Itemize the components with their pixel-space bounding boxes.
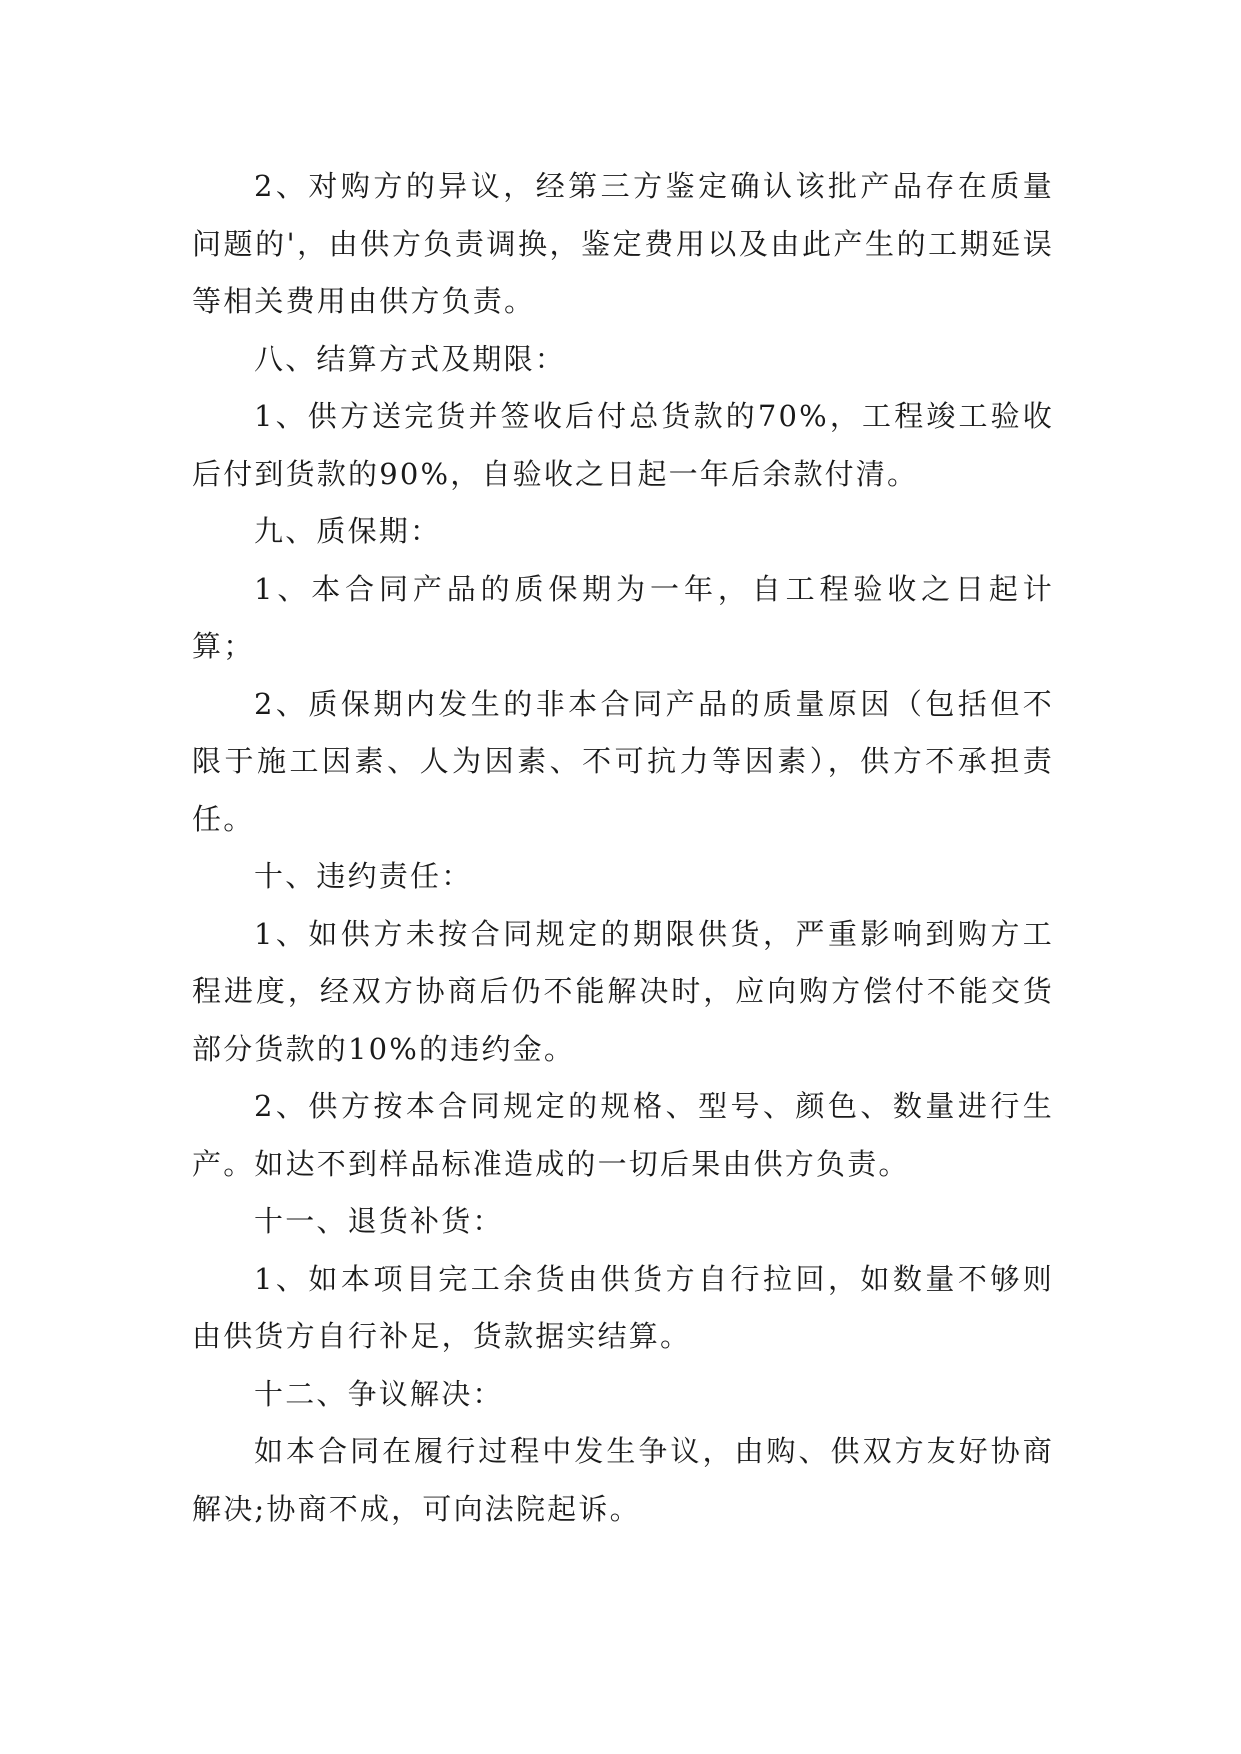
heading-dispute-resolution: 十二、争议解决： <box>254 1376 504 1411</box>
paragraph-warranty-exclusions: 2、质保期内发生的非本合同产品的质量原因（包括但不限于施工因素、人为因素、不可抗力等因素），供方不承担责任。 <box>192 686 1054 836</box>
paragraph-returns-terms: 1、如本项目完工余货由供货方自行拉回，如数量不够则由供货方自行补足，货款据实结算。 <box>192 1261 1054 1353</box>
paragraph-specification-compliance: 2、供方按本合同规定的规格、型号、颜色、数量进行生产。如达不到样品标准造成的一切后果由供方负责。 <box>192 1089 1054 1181</box>
heading-settlement: 八、结算方式及期限： <box>254 341 567 376</box>
paragraph-settlement-terms: 1、供方送完货并签收后付总货款的70%，工程竣工验收后付到货款的90%，自验收之日起一年后余款付清。 <box>192 399 1054 491</box>
document-body <box>192 158 1054 1538</box>
heading-breach: 十、违约责任： <box>254 859 473 893</box>
paragraph-quality-dispute: 2、对购方的异议，经第三方鉴定确认该批产品存在质量问题的'，由供方负责调换，鉴定费用以及由此产生的工期延误等相关费用由供方负责。 <box>192 169 1054 318</box>
heading-returns: 十一、退货补货： <box>254 1204 504 1238</box>
paragraph-warranty-period: 1、本合同产品的质保期为一年，自工程验收之日起计算； <box>192 571 1054 663</box>
paragraph-late-delivery: 1、如供方未按合同规定的期限供货，严重影响到购方工程进度，经双方协商后仍不能解决时，应向购方偿付不能交货部分货款的10%的违约金。 <box>192 916 1054 1066</box>
paragraph-dispute-terms: 如本合同在履行过程中发生争议，由购、供双方友好协商解决;协商不成，可向法院起诉。 <box>192 1434 1054 1526</box>
heading-warranty: 九、质保期： <box>254 514 442 548</box>
